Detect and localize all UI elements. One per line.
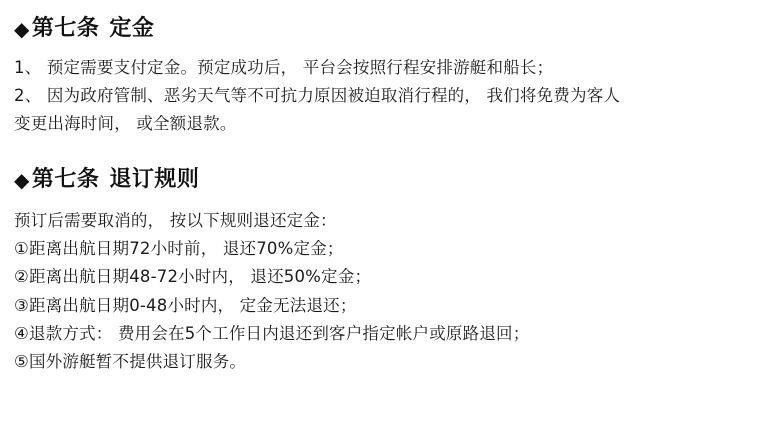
- section-refund-title-main: 第七条: [31, 166, 100, 192]
- deposit-clause-2: 2、 因为政府管制、恶劣天气等不可抗力原因被迫取消行程的， 我们将免费为客人: [14, 86, 621, 106]
- section-deposit-heading: [14, 14, 754, 44]
- diamond-bullet-icon: ◆: [14, 167, 30, 192]
- refund-rule-2: ②距离出航日期48-72小时内， 退还50%定金；: [14, 267, 372, 287]
- diamond-bullet-icon: ◆: [14, 16, 30, 41]
- refund-rule-1: ①距离出航日期72小时前， 退还70%定金；: [14, 238, 344, 258]
- section-refund-rules: [14, 165, 754, 377]
- section-deposit-title-main: 第七条: [31, 16, 100, 41]
- section-deposit-title-sub: 定金: [109, 16, 155, 41]
- deposit-clause-2-cont: 变更出海时间， 或全额退款。: [14, 114, 237, 134]
- refund-rule-3: ③距离出航日期0-48小时内， 定金无法退还；: [14, 295, 357, 315]
- deposit-clause-1: 1、 预定需要支付定金。预定成功后， 平台会按照行程安排游艇和船长；: [14, 57, 554, 77]
- section-deposit-body: [14, 54, 754, 139]
- bottom-spacer: [14, 379, 754, 439]
- section-refund-title-sub: 退订规则: [109, 166, 200, 192]
- refund-intro: 预订后需要取消的， 按以下规则退还定金：: [14, 210, 337, 230]
- section-deposit: [14, 14, 754, 139]
- refund-rule-4: ④退款方式： 费用会在5个工作日内退还到客户指定帐户或原路退回；: [14, 324, 530, 343]
- section-refund-heading: [14, 165, 754, 195]
- refund-rule-5: ⑤国外游艇暂不提供退订服务。: [14, 352, 247, 372]
- section-refund-body: [14, 207, 754, 377]
